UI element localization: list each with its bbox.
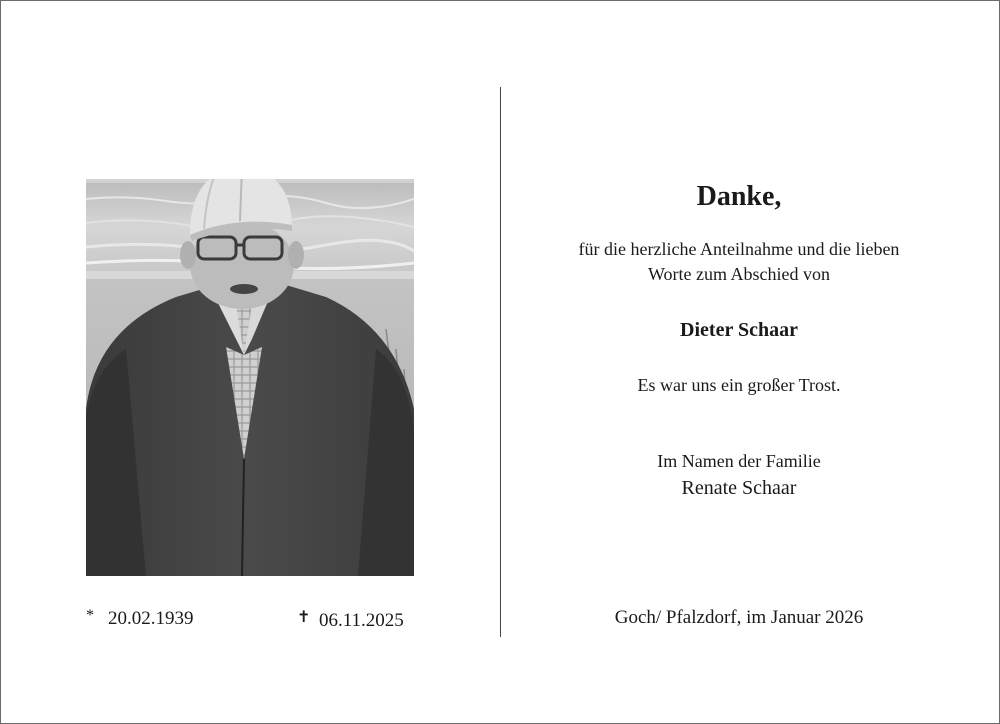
cross-icon: ✝	[297, 609, 311, 626]
portrait-photo	[86, 179, 414, 576]
vertical-divider	[500, 87, 501, 637]
card-title: Danke,	[696, 181, 782, 212]
family-line: Im Namen der Familie	[657, 451, 821, 471]
intro-line-1: für die herzliche Anteilnahme und die lieben	[578, 239, 900, 259]
consolation-text: Es war uns ein großer Trost.	[637, 375, 841, 395]
death-date: 06.11.2025	[319, 610, 404, 631]
deceased-name: Dieter Schaar	[680, 319, 798, 341]
place-date: Goch/ Pfalzdorf, im Januar 2026	[614, 607, 864, 628]
birth-date: 20.02.1939	[108, 608, 194, 629]
signer-name: Renate Schaar	[681, 477, 797, 499]
intro-line-2: Worte zum Abschied von	[647, 264, 830, 284]
portrait-image	[86, 179, 414, 576]
death-date-line	[297, 607, 404, 632]
birth-star-icon: *	[86, 607, 94, 624]
birth-date-line	[86, 607, 194, 630]
intro-text	[541, 237, 937, 287]
